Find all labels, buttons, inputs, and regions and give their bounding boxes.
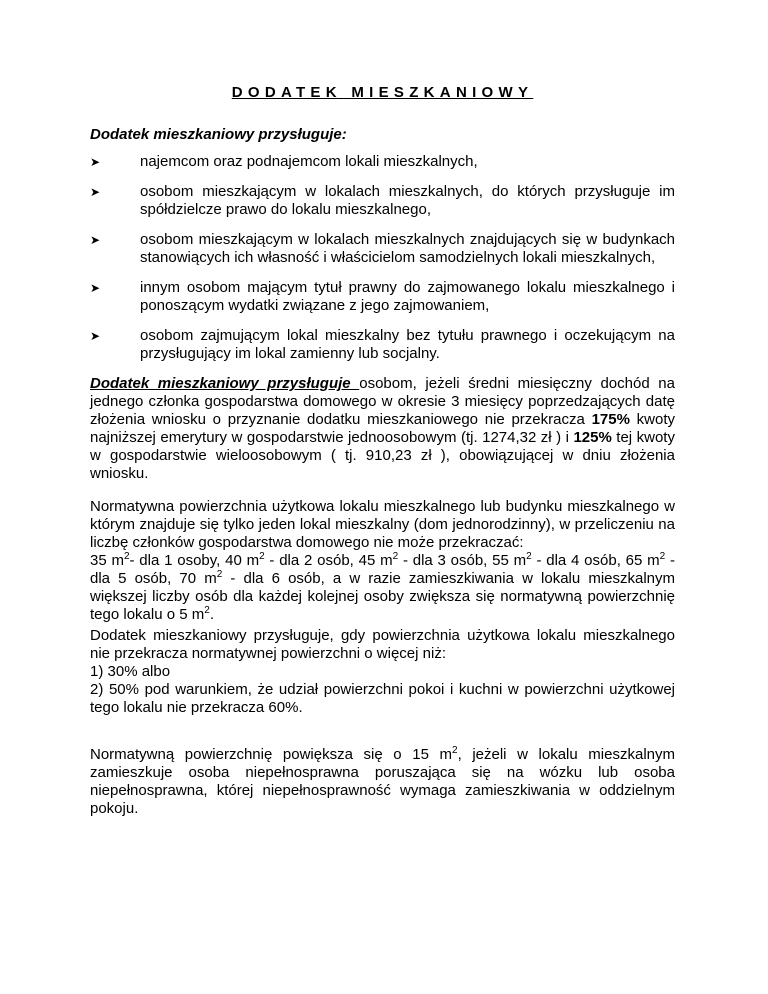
list-item: ➤ najemcom oraz podnajemcom lokali mieszkalnych, <box>90 153 478 170</box>
arrowhead-bullet-icon: ➤ <box>90 281 101 295</box>
list-item: ➤ innym osobom mającym tytuł prawny do zajmowanego lokalu mieszkalnego i ponoszącym wydatki związane z jego zajmowaniem, <box>90 279 675 314</box>
arrowhead-bullet-icon: ➤ <box>90 329 101 343</box>
disability-paragraph: Normatywną powierzchnię powiększa się o 15 $m^2$, jeżeli w lokalu mieszkalnym zamieszkuje osoba niepełnosprawna poruszająca się na wózku lub osoba niepełnosprawna, której niepełnosprawność wymaga zamieszkiwania w oddzielnym pokoju. <box>90 745 675 817</box>
list-item: ➤ osobom mieszkającym w lokalach mieszkalnych, do których przysługuje im spółdzielcze prawo do lokalu mieszkalnego, <box>90 183 675 218</box>
list-item: ➤ osobom mieszkającym w lokalach mieszkalnych znajdujących się w budynkach stanowiących ich własność i właścicielom samodzielnych lokali mieszkalnych, <box>90 231 675 266</box>
list-item: ➤ osobom zajmującym lokal mieszkalny bez tytułu prawnego i oczekującym na przysługujący im lokal zamienny lub socjalny. <box>90 327 675 362</box>
income-criteria-paragraph: Dodatek mieszkaniowy przysługuje osobom, jeżeli średni miesięczny dochód na jednego członka gospodarstwa domowego w okresie 3 miesięcy poprzedzających datę złożenia wniosku o przyznanie dodatku mieszkaniowego nie przekracza 175% kwoty najniższej emerytury w gospodarstwie jednoosobowym (tj. 1274,32 zł ) i 125% tej kwoty w gospodarstwie wieloosobowym ( tj. 910,23 zł ), obowiązującej w dniu złożenia wniosku. <box>90 375 676 482</box>
document-title: DODATEK MIESZKANIOWY <box>231 84 534 101</box>
area-limit-paragraph: Dodatek mieszkaniowy przysługuje, gdy powierzchnia użytkowa lokalu mieszkalnego nie przekracza normatywnej powierzchni o więcej niż: 1) 30% albo 2) 50% pod warunkiem, że udział powierzchni pokoi i kuchni w powierzchni użytkowej tego lokalu nie przekracza 60%. <box>90 627 675 716</box>
arrowhead-bullet-icon: ➤ <box>90 185 101 199</box>
arrowhead-bullet-icon: ➤ <box>90 155 101 169</box>
intro-heading: Dodatek mieszkaniowy przysługuje: <box>90 126 347 143</box>
eligibility-list <box>90 153 675 375</box>
arrowhead-bullet-icon: ➤ <box>90 233 101 247</box>
normative-area-paragraph: Normatywna powierzchnia użytkowa lokalu mieszkalnego lub budynku mieszkalnego w którym znajduje się tylko jeden lokal mieszkalny (dom jednorodzinny), w przeliczeniu na liczbę członków gospodarstwa domowego nie może przekraczać: 35 $m^2-$ dla 1 osoby, 40 $m^2$ - dla 2 osób, 45 $m^2$ - dla 3 osób, 55 $m^2$ - dla 4 osób, 65 $m^2$ - dla 5 osób, 70 $m^2$ - dla 6 osób, a w razie zamieszkiwania w lokalu mieszkalnym większej liczby osób dla każdej kolejnej osoby zwiększa się normatywną powierzchnię tego lokalu o 5 $m^2$. <box>90 498 676 623</box>
